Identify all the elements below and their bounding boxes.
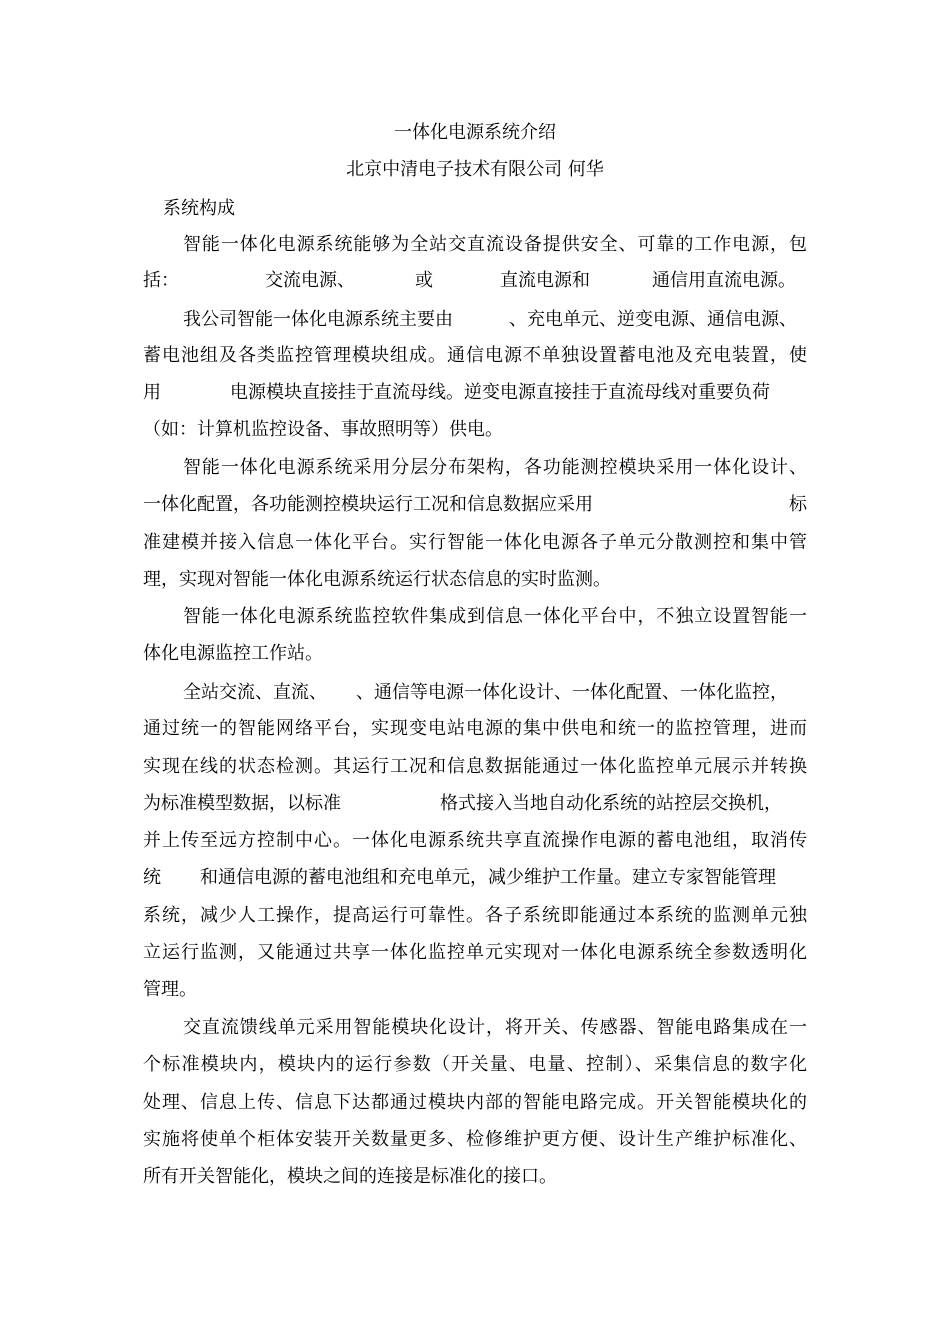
- paragraph-line-segment: 、充电单元、逆变电源、通信电源、: [509, 309, 797, 330]
- paragraph-line: 体化电源监控工作站。: [143, 643, 323, 664]
- paragraph-line: 并上传至远方控制中心。一体化电源系统共享直流操作电源的蓄电池组，取消传: [143, 830, 807, 851]
- paragraph-line: 智能一体化电源系统能够为全站交直流设备提供安全、可靠的工作电源，包: [183, 234, 807, 255]
- paragraph-line: 立运行监测，又能通过共享一体化监控单元实现对一体化电源系统全参数透明化: [143, 942, 807, 963]
- paragraph-line-segment: 和通信电源的蓄电池组和充电单元，减少维护工作量。建立专家智能管理: [200, 867, 776, 888]
- paragraph-line: 智能一体化电源系统采用分层分布架构，各功能测控模块采用一体化设计、: [183, 457, 807, 478]
- paragraph-line-segment: 直流电源和: [500, 270, 590, 291]
- paragraph-line: （如：计算机监控设备、事故照明等）供电。: [143, 419, 503, 440]
- paragraph-line: 管理。: [143, 979, 197, 1000]
- section-heading: 系统构成: [163, 198, 235, 219]
- paragraph-line-segment: 全站交流、直流、: [183, 682, 327, 703]
- paragraph-line-segment: 一体化配置，各功能测控模块运行工况和信息数据应采用: [143, 494, 593, 515]
- paragraph-line: 准建模并接入信息一体化平台。实行智能一体化电源各子单元分散测控和集中管: [143, 532, 807, 553]
- paragraph-line-segment: 交流电源、: [265, 270, 355, 291]
- document-author: 北京中清电子技术有限公司 何华: [346, 159, 604, 180]
- paragraph-line: 实现在线的状态检测。其运行工况和信息数据能通过一体化监控单元展示并转换: [143, 756, 807, 777]
- paragraph-line: 蓄电池组及各类监控管理模块组成。通信电源不单独设置蓄电池及充电装置，使: [143, 345, 807, 366]
- paragraph-line: 所有开关智能化，模块之间的连接是标准化的接口。: [143, 1166, 557, 1187]
- paragraph-line-segment: 我公司智能一体化电源系统主要由: [183, 309, 453, 330]
- paragraph-line-segment: 标: [789, 494, 807, 515]
- paragraph-line-segment: 电源模块直接挂于直流母线。逆变电源直接挂于直流母线对重要负荷: [230, 382, 770, 403]
- paragraph-line: 交直流馈线单元采用智能模块化设计，将开关、传感器、智能电路集成在一: [183, 1017, 807, 1038]
- paragraph-line: 个标准模块内，模块内的运行参数（开关量、电量、控制）、采集信息的数字化: [143, 1054, 807, 1075]
- paragraph-line-segment: 统: [143, 867, 161, 888]
- paragraph-line: 通过统一的智能网络平台，实现变电站电源的集中供电和统一的监控管理，进而: [143, 718, 807, 739]
- paragraph-line: 处理、信息上传、信息下达都通过模块内部的智能电路完成。开关智能模块化的: [143, 1092, 807, 1113]
- document-title: 一体化电源系统介绍: [394, 122, 556, 143]
- paragraph-line-segment: 或: [415, 270, 433, 291]
- paragraph-line-segment: 用: [143, 382, 161, 403]
- paragraph-line-segment: 为标准模型数据，以标准: [143, 793, 341, 814]
- paragraph-line-segment: 括：: [143, 270, 179, 291]
- paragraph-line-segment: 格式接入当地自动化系统的站控层交换机，: [440, 793, 782, 814]
- paragraph-line: 实施将使单个柜体安装开关数量更多、检修维护更方便、设计生产维护标准化、: [143, 1129, 807, 1150]
- paragraph-line-segment: 、通信等电源一体化设计、一体化配置、一体化监控，: [356, 682, 788, 703]
- paragraph-line: 理，实现对智能一体化电源系统运行状态信息的实时监测。: [143, 569, 611, 590]
- paragraph-line-segment: 通信用直流电源。: [652, 270, 796, 291]
- paragraph-line: 系统，减少人工操作，提高运行可靠性。各子系统即能通过本系统的监测单元独: [143, 905, 807, 926]
- paragraph-line: 智能一体化电源系统监控软件集成到信息一体化平台中，不独立设置智能一: [183, 606, 807, 627]
